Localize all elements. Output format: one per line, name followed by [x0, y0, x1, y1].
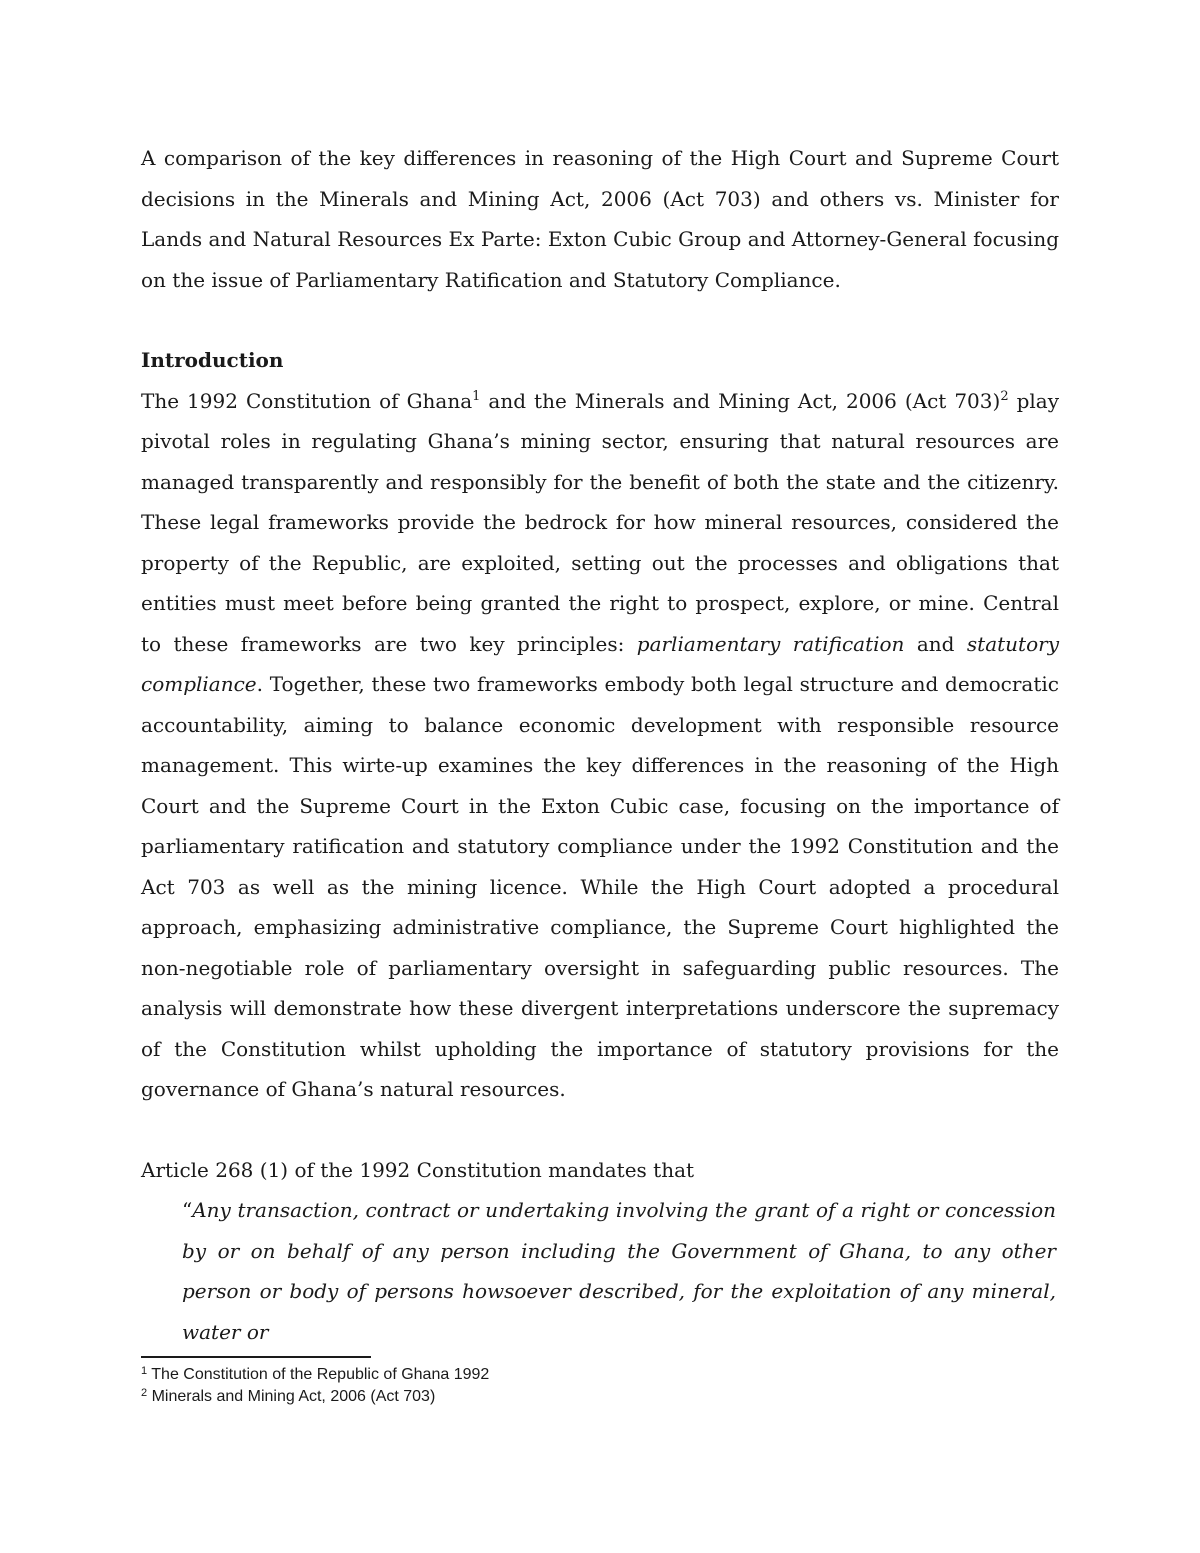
footnote-2-number: 2: [141, 1387, 148, 1399]
quote-open-mark: “: [182, 1198, 193, 1222]
intro-text-2: and the Minerals and Mining Act, 2006 (Act 703): [480, 388, 1001, 413]
intro-text-3: play pivotal roles in regulating Ghana’s mining sector, ensuring that natural resources are managed transparently and responsibly for the benefit of both the state and the citizenry. These legal frameworks provide the bedrock for how mineral resources, considered the property of the Republic, are exploited, setting out the processes and obligations that entities must meet before being granted the right to prospect, explore, or mine. Central to these frameworks are two key principles:: [141, 388, 1060, 656]
quote-text: Any transaction, contract or undertaking involving the grant of a right or concession by or on behalf of any person including the Government of Ghana, to any other person or body of persons howsoever described, for the exploitation of any mineral, water or: [182, 1198, 1056, 1344]
intro-text-1: The 1992 Constitution of Ghana: [141, 388, 473, 413]
footnote-1: [141, 1364, 1059, 1386]
introduction-paragraph: [141, 381, 1059, 1110]
title-paragraph: A comparison of the key differences in reasoning of the High Court and Supreme Court decisions in the Minerals and Mining Act, 2006 (Act 703) and others vs. Minister for Lands and Natural Resources Ex Parte: Exton Cubic Group and Attorney-General focusing on the issue of Parliamentary Ratification and Statutory Compliance.: [141, 146, 1059, 292]
footnote-ref-2[interactable]: 2: [1000, 388, 1009, 404]
intro-text-4: and: [904, 631, 967, 656]
introduction-heading: Introduction: [141, 348, 284, 372]
footnote-ref-1[interactable]: 1: [472, 388, 481, 404]
emphasis-statutory-compliance: statutory compliance: [141, 631, 1059, 696]
footnote-2: [141, 1386, 1059, 1408]
footnote-2-text: Minerals and Mining Act, 2006 (Act 703): [147, 1388, 436, 1405]
emphasis-parliamentary-ratification: parliamentary ratification: [636, 631, 905, 656]
footnote-separator: [141, 1356, 371, 1358]
footnote-1-number: 1: [141, 1365, 148, 1377]
footnotes-section: [141, 1356, 1059, 1408]
article-quote: [182, 1190, 1056, 1352]
intro-text-5: . Together, these two frameworks embody both legal structure and democratic accountability, aiming to balance economic development with responsible resource management. This wirte-up examines the key differences in the reasoning of the High Court and the Supreme Court in the Exton Cubic case, focusing on the importance of parliamentary ratification and statutory compliance under the 1992 Constitution and the Act 703 as well as the mining licence. While the High Court adopted a procedural approach, emphasizing administrative compliance, the Supreme Court highlighted the non-negotiable role of parliamentary oversight in safeguarding public resources. The analysis will demonstrate how these divergent interpretations underscore the supremacy of the Constitution whilst upholding the importance of statutory provisions for the governance of Ghana’s natural resources.: [141, 672, 1059, 1101]
article-intro: Article 268 (1) of the 1992 Constitution mandates that: [141, 1157, 695, 1182]
document-page: [141, 138, 1059, 1352]
footnote-1-text: The Constitution of the Republic of Ghana 1992: [147, 1366, 490, 1383]
